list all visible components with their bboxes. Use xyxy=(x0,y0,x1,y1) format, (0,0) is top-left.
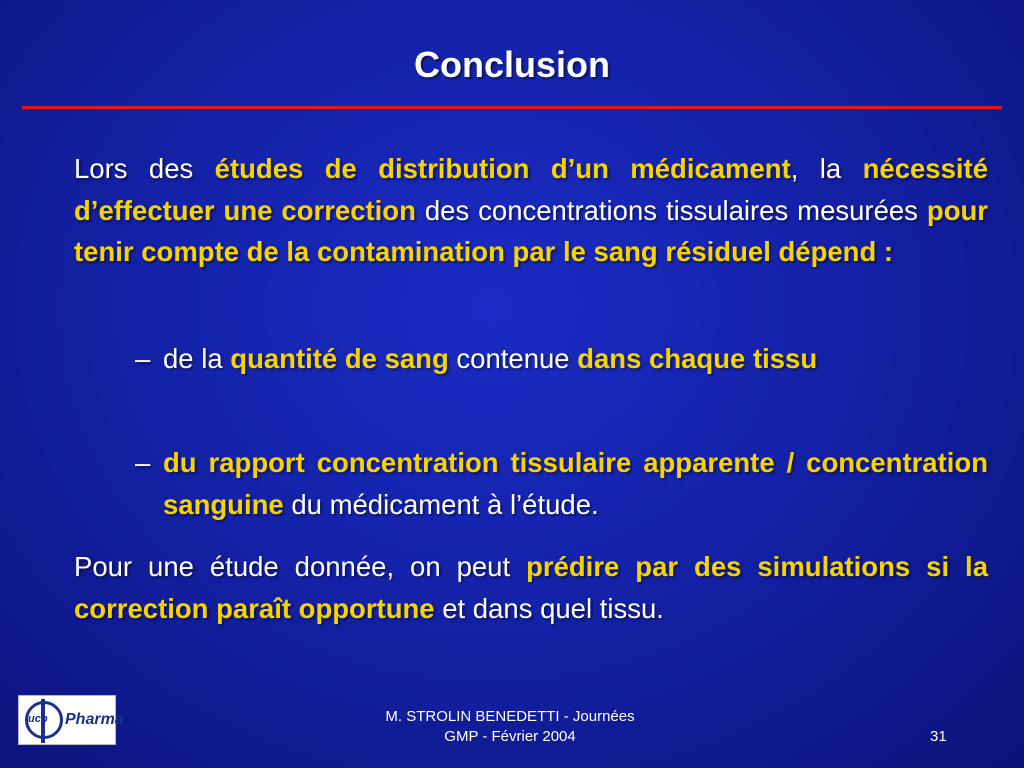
intro-run-4: nécessité d’effectuer une correction xyxy=(74,153,988,226)
bullet1-run-2: quantité de sang xyxy=(230,343,449,374)
concl-run-2: prédire par des simulations si la correction paraît opportune xyxy=(74,551,988,624)
ucb-pharma-logo xyxy=(18,695,124,745)
intro-run-2: études de distribution d’un médicament xyxy=(214,153,791,184)
intro-run-1: Lors des xyxy=(74,153,215,184)
slide-title: Conclusion xyxy=(414,44,610,85)
bullet2-run-2: du médicament à l’étude. xyxy=(283,488,599,520)
concl-run-3: et dans quel tissu. xyxy=(434,592,664,624)
concl-run-1: Pour une étude donnée, on peut xyxy=(74,551,527,582)
page-number: 31 xyxy=(930,728,947,745)
bullet-item-1 xyxy=(163,338,988,380)
bullet-item-2 xyxy=(163,442,988,525)
bullet2-run-1: du rapport concentration tissulaire apparente / concentration sanguine xyxy=(163,447,988,520)
footer-line-1: M. STROLIN BENEDETTI - Journées xyxy=(385,708,635,725)
paragraph-conclusion xyxy=(74,546,988,629)
intro-run-5: des concentrations tissulaires mesurées xyxy=(415,194,927,226)
intro-run-3: , la xyxy=(790,153,863,184)
footer-line-2: GMP - Février 2004 xyxy=(444,728,576,745)
bullet1-run-1: de la xyxy=(163,343,231,374)
bullet-dash-1: – xyxy=(135,343,151,374)
intro-run-6: pour tenir compte de la contamination par le sang résiduel dépend : xyxy=(74,194,988,267)
bullet1-run-4: dans chaque tissu xyxy=(577,343,818,374)
title-underline xyxy=(22,106,1002,110)
logo-brand: ucb xyxy=(28,713,48,725)
footer-author xyxy=(350,707,670,747)
logo-text: Pharma xyxy=(65,711,124,728)
bullet1-run-3: contenue xyxy=(448,343,578,374)
paragraph-intro xyxy=(74,148,988,273)
bullet-dash-2: – xyxy=(135,447,151,478)
